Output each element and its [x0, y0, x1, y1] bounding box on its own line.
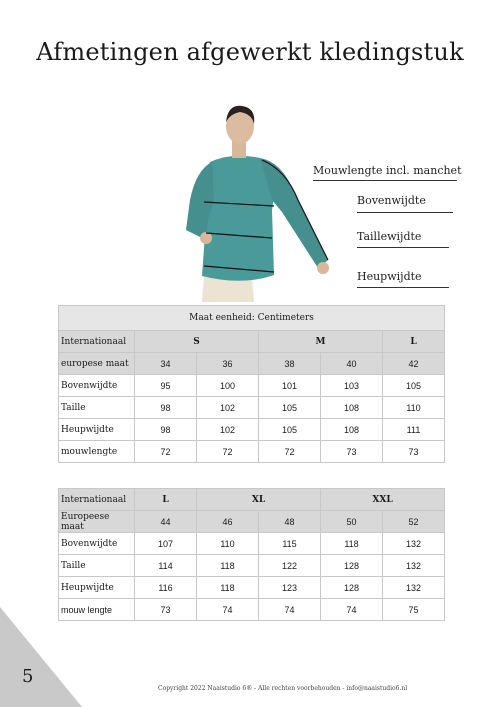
- table-cell: 98: [135, 419, 197, 441]
- table-cell: 105: [259, 419, 321, 441]
- table-cell: 118: [321, 533, 383, 555]
- header-label: Internationaal: [59, 331, 135, 353]
- table-cell: 132: [383, 533, 445, 555]
- table-row: [59, 577, 445, 599]
- row-label: europese maat: [59, 353, 135, 375]
- table-row: [59, 511, 445, 533]
- table-cell: 98: [135, 397, 197, 419]
- table-cell: 110: [197, 533, 259, 555]
- table-cell: 110: [383, 397, 445, 419]
- table-header-row: [59, 331, 445, 353]
- row-label: Heupwijdte: [59, 577, 135, 599]
- model-illustration: [182, 100, 332, 302]
- table-row: [59, 375, 445, 397]
- table-cell: 128: [321, 577, 383, 599]
- table-cell: 36: [197, 353, 259, 375]
- table-cell: 108: [321, 397, 383, 419]
- table-cell: 122: [259, 555, 321, 577]
- table-cell: 101: [259, 375, 321, 397]
- row-label: Taille: [59, 555, 135, 577]
- table-cell: 73: [321, 441, 383, 463]
- table-cell: 72: [135, 441, 197, 463]
- table-cell: 74: [321, 599, 383, 621]
- table-cell: 100: [197, 375, 259, 397]
- size-group-header: L: [383, 331, 445, 353]
- callout-sleeve: Mouwlengte incl. manchet: [313, 164, 462, 177]
- hand-right: [317, 262, 329, 274]
- table-row: [59, 441, 445, 463]
- row-label: mouwlengte: [59, 441, 135, 463]
- table-cell: 116: [135, 577, 197, 599]
- page-title: Afmetingen afgewerkt kledingstuk: [36, 38, 464, 66]
- row-label: Bovenwijdte: [59, 375, 135, 397]
- table-row: [59, 353, 445, 375]
- table-cell: 115: [259, 533, 321, 555]
- callout-hip-underline: [357, 287, 449, 288]
- table-cell: 102: [197, 397, 259, 419]
- table-cell: 44: [135, 511, 197, 533]
- table-cell: 118: [197, 577, 259, 599]
- row-label: Europeese maat: [59, 511, 135, 533]
- table-cell: 52: [383, 511, 445, 533]
- table-cell: 74: [197, 599, 259, 621]
- size-table-1: [58, 305, 445, 463]
- table-cell: 75: [383, 599, 445, 621]
- table-row: [59, 533, 445, 555]
- table-cell: 132: [383, 577, 445, 599]
- row-label: Taille: [59, 397, 135, 419]
- table-row: [59, 599, 445, 621]
- table-cell: 74: [259, 599, 321, 621]
- table-row: [59, 555, 445, 577]
- footer-copyright: Copyright 2022 Naaistudio 6® - Alle rechten voorbehouden - info@naaistudio6.nl: [158, 685, 408, 692]
- table-cell: 132: [383, 555, 445, 577]
- table-cell: 40: [321, 353, 383, 375]
- table-cell: 73: [383, 441, 445, 463]
- table-cell: 48: [259, 511, 321, 533]
- table-cell: 34: [135, 353, 197, 375]
- row-label: mouw lengte: [59, 599, 135, 621]
- callout-waist-underline: [357, 247, 449, 248]
- table-cell: 108: [321, 419, 383, 441]
- table-cell: 118: [197, 555, 259, 577]
- table-cell: 95: [135, 375, 197, 397]
- table-cell: 72: [259, 441, 321, 463]
- table-cell: 38: [259, 353, 321, 375]
- header-label: Internationaal: [59, 489, 135, 511]
- table-cell: 72: [197, 441, 259, 463]
- table-row: [59, 419, 445, 441]
- table-cell: 111: [383, 419, 445, 441]
- table-cell: 102: [197, 419, 259, 441]
- callout-chest-underline: [357, 212, 453, 213]
- row-label: Heupwijdte: [59, 419, 135, 441]
- callout-sleeve-underline: [313, 180, 457, 181]
- table-cell: 73: [135, 599, 197, 621]
- table-header-row: [59, 489, 445, 511]
- table-cell: 103: [321, 375, 383, 397]
- size-group-header: XXL: [321, 489, 445, 511]
- table-caption-row: [59, 306, 445, 331]
- callout-chest: Bovenwijdte: [357, 194, 426, 207]
- table-cell: 107: [135, 533, 197, 555]
- page-number: 5: [22, 666, 34, 687]
- callout-hip: Heupwijdte: [357, 270, 422, 283]
- table-caption: Maat eenheid: Centimeters: [59, 306, 445, 331]
- size-group-header: XL: [197, 489, 321, 511]
- table-cell: 123: [259, 577, 321, 599]
- size-group-header: S: [135, 331, 259, 353]
- size-table-2: [58, 488, 445, 621]
- table-cell: 42: [383, 353, 445, 375]
- corner-triangle: [0, 607, 82, 707]
- table-cell: 46: [197, 511, 259, 533]
- table-cell: 128: [321, 555, 383, 577]
- row-label: Bovenwijdte: [59, 533, 135, 555]
- table-cell: 114: [135, 555, 197, 577]
- size-group-header: M: [259, 331, 383, 353]
- table-cell: 105: [383, 375, 445, 397]
- callout-waist: Taillewijdte: [357, 230, 422, 243]
- table-cell: 105: [259, 397, 321, 419]
- table-cell: 50: [321, 511, 383, 533]
- size-group-header: L: [135, 489, 197, 511]
- table-row: [59, 397, 445, 419]
